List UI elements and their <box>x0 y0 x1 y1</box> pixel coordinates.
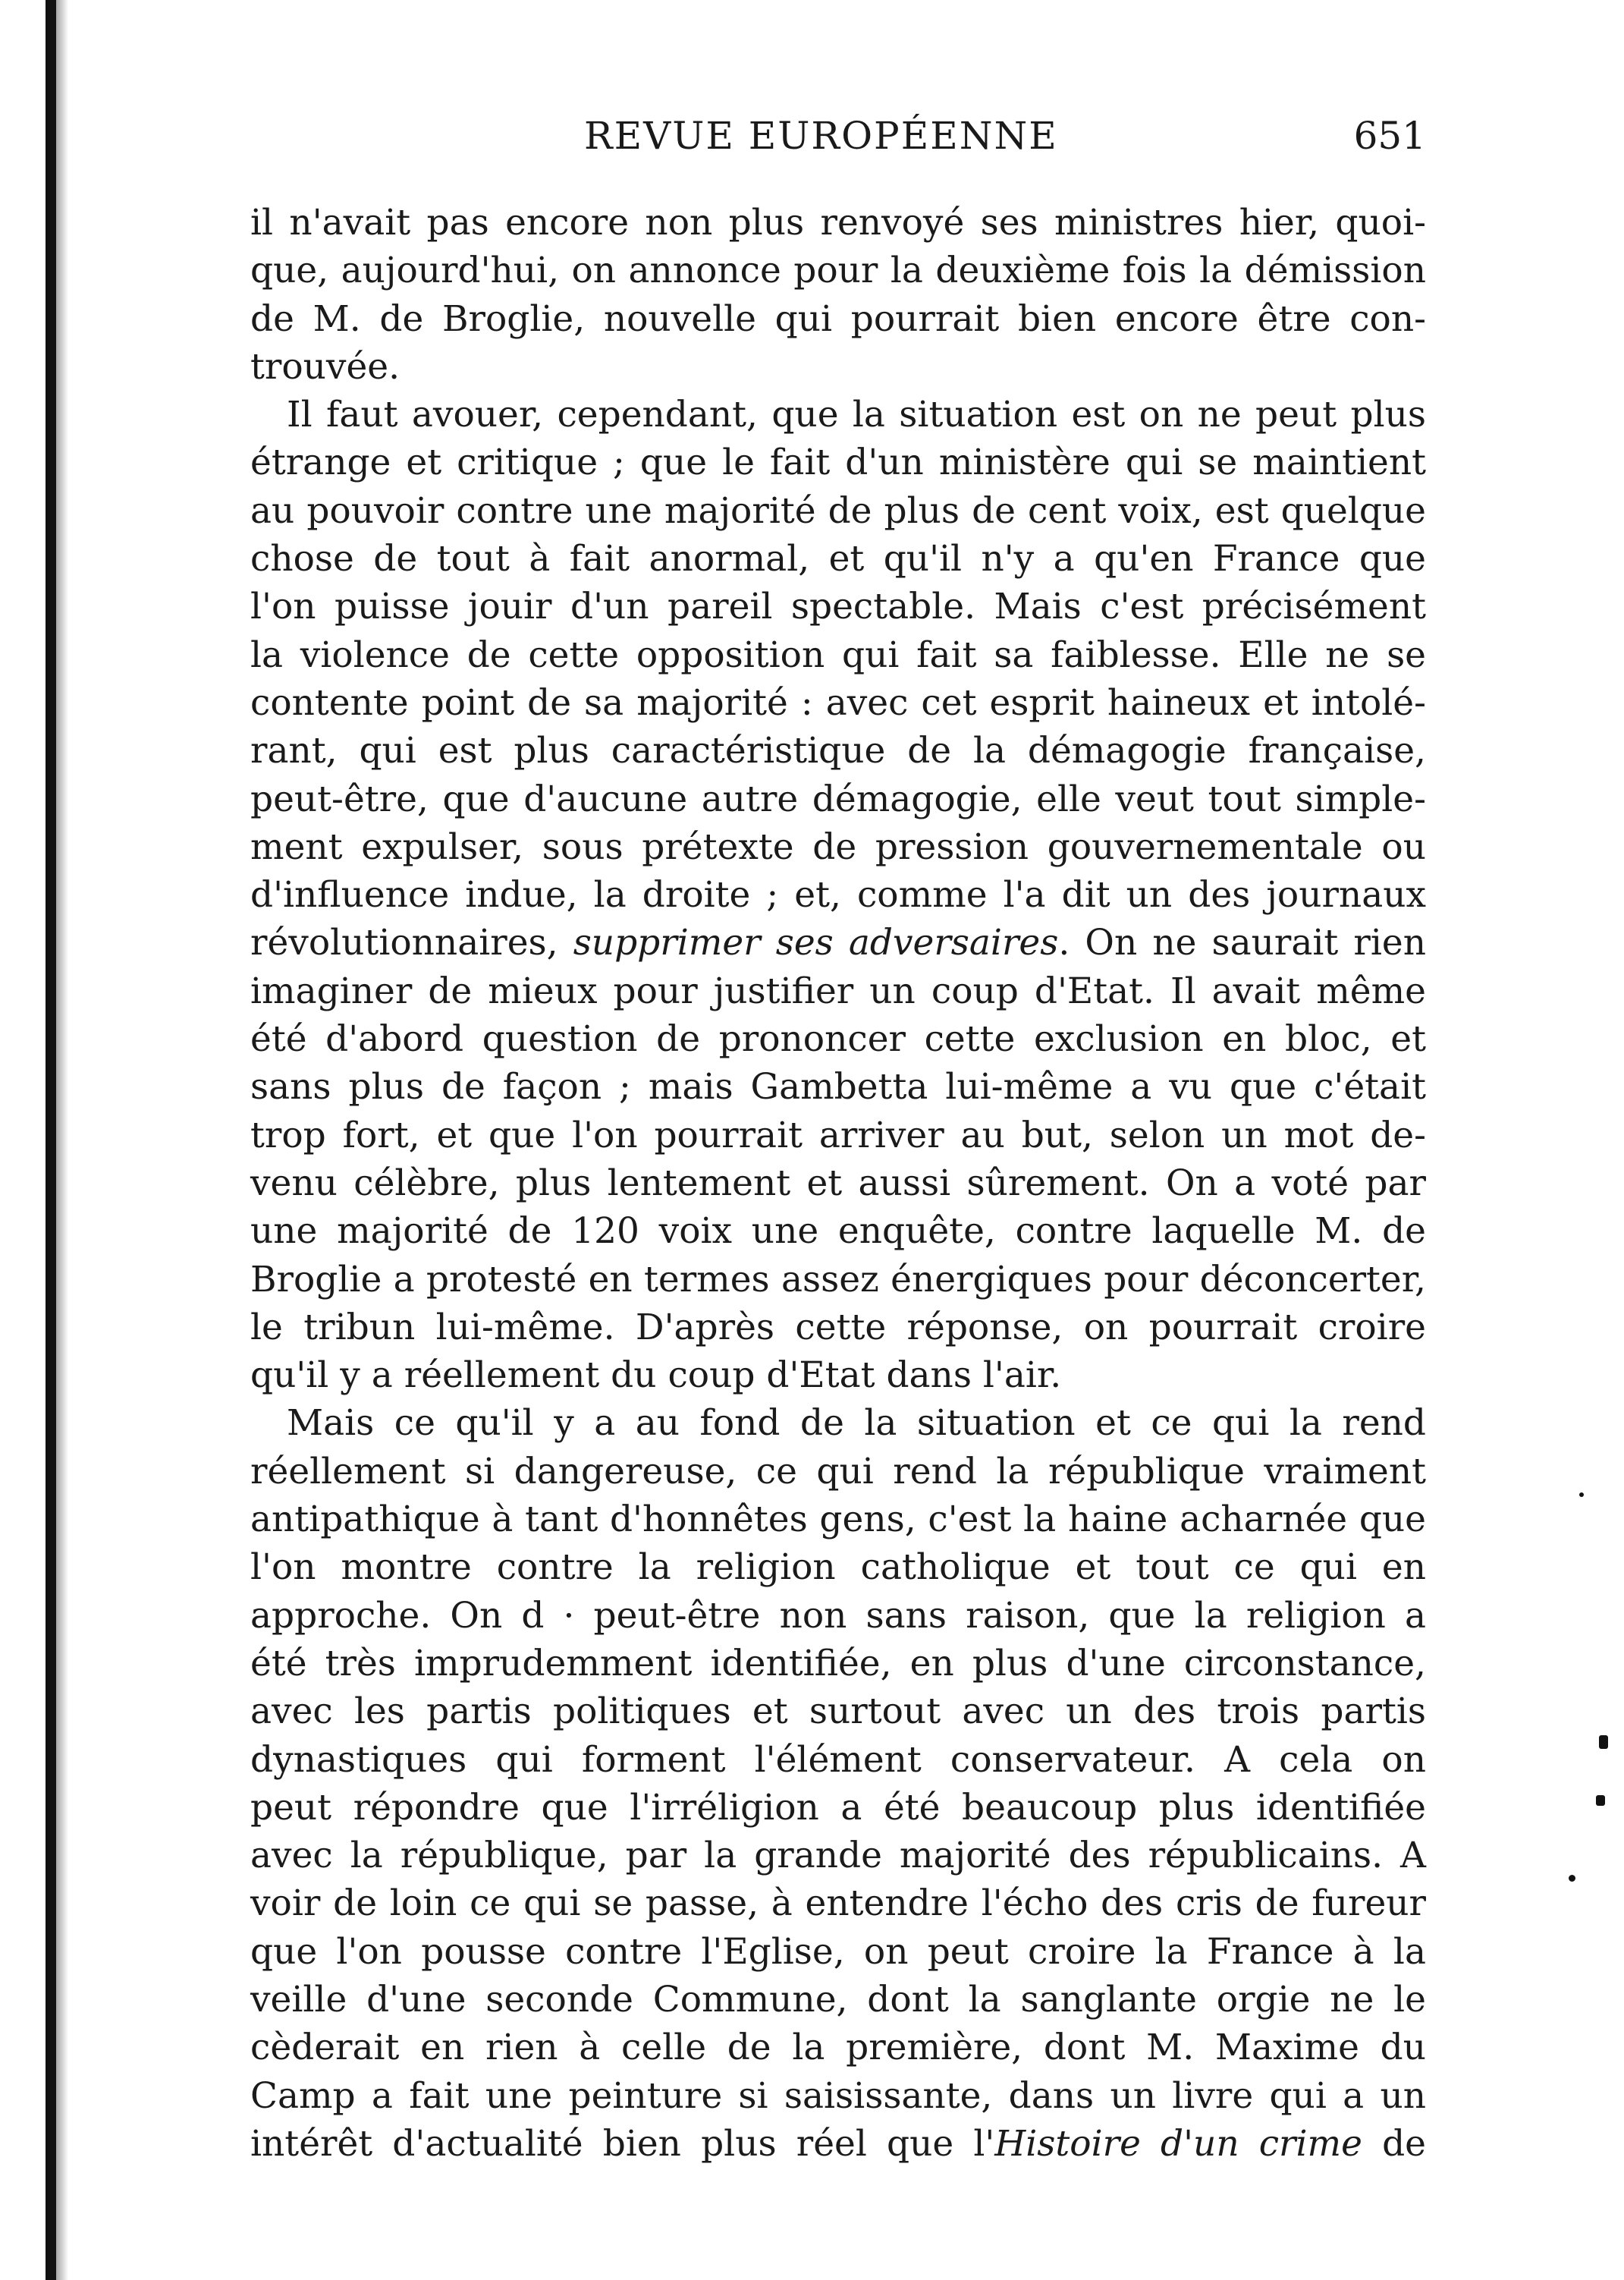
text-line: réellement si dangereuse, ce qui rend la république vraiment <box>250 1450 1426 1492</box>
text-line: au pouvoir contre une majorité de plus de cent voix, est quelque <box>250 489 1426 532</box>
text-line: veille d'une seconde Commune, dont la sanglante orgie ne le <box>250 1978 1426 2021</box>
text-line: avec la république, par la grande majorité des républicains. A <box>250 1835 1426 1877</box>
italic-phrase: Histoire d'un crime <box>994 2122 1362 2165</box>
text-line: étrange et critique ; que le fait d'un ministère qui se maintient <box>250 442 1426 484</box>
page-header <box>250 114 1426 167</box>
text-line: d'influence indue, la droite ; et, comme l'a dit un des journaux <box>250 874 1426 917</box>
text-line: que, aujourd'hui, on annonce pour la deuxième fois la démission <box>250 250 1426 292</box>
text-line: l'on puisse jouir d'un pareil spectable. Mais c'est précisément <box>250 586 1426 628</box>
text-line: Broglie a protesté en termes assez énergiques pour déconcerter, <box>250 1258 1426 1300</box>
text-line: contente point de sa majorité : avec cet esprit haineux et intolé- <box>250 681 1426 724</box>
text-line: avec les partis politiques et surtout avec un des trois partis <box>250 1690 1426 1733</box>
text-line: sans plus de façon ; mais Gambetta lui-même a vu que c'était <box>250 1066 1426 1109</box>
text-segment: de <box>1362 2122 1426 2165</box>
text-line: une majorité de 120 voix une enquête, contre laquelle M. de <box>250 1210 1426 1253</box>
text-line: antipathique à tant d'honnêtes gens, c'est la haine acharnée que <box>250 1499 1426 1541</box>
scan-speck <box>1596 1795 1605 1806</box>
page-binding-edge <box>46 0 56 2280</box>
running-title: REVUE EUROPÉENNE <box>584 114 1058 158</box>
text-line: de M. de Broglie, nouvelle qui pourrait bien encore être con- <box>250 297 1426 340</box>
paragraph-start-line: Il faut avouer, cependant, que la situation est on ne peut plus <box>287 394 1426 436</box>
text-line-with-italic <box>250 919 1426 967</box>
text-line: l'on montre contre la religion catholique et tout ce qui en <box>250 1546 1426 1589</box>
body-text <box>250 199 1426 2168</box>
text-line: peut-être, que d'aucune autre démagogie, elle veut tout simple- <box>250 778 1426 820</box>
text-line: le tribun lui-même. D'après cette réponse, on pourrait croire <box>250 1306 1426 1348</box>
text-line: approche. On d · peut-être non sans raison, que la religion a <box>250 1594 1426 1637</box>
paragraph-start-line: Mais ce qu'il y a au fond de la situation et ce qui la rend <box>287 1402 1426 1445</box>
text-line: voir de loin ce qui se passe, à entendre l'écho des cris de fureur <box>250 1882 1426 1925</box>
page-number: 651 <box>1353 114 1426 158</box>
text-line: la violence de cette opposition qui fait sa faiblesse. Elle ne se <box>250 634 1426 676</box>
text-line-with-italic <box>250 2120 1426 2168</box>
text-segment: . On ne saurait rien <box>1058 922 1426 964</box>
text-segment: révolutionnaires, <box>250 922 573 964</box>
text-line: chose de tout à fait anormal, et qu'il n'y a qu'en France que <box>250 538 1426 580</box>
scan-speck <box>1579 1492 1584 1497</box>
scan-speck <box>1599 1735 1608 1749</box>
italic-phrase: supprimer ses adversaires <box>573 922 1059 964</box>
text-line: été d'abord question de prononcer cette exclusion en bloc, et <box>250 1018 1426 1061</box>
text-line: que l'on pousse contre l'Eglise, on peut croire la France à la <box>250 1930 1426 1973</box>
text-line: imaginer de mieux pour justifier un coup d'Etat. Il avait même <box>250 970 1426 1012</box>
text-line: dynastiques qui forment l'élément conservateur. A cela on <box>250 1738 1426 1781</box>
text-line: ment expulser, sous prétexte de pression gouvernementale ou <box>250 826 1426 868</box>
text-line: trop fort, et que l'on pourrait arriver au but, selon un mot de- <box>250 1114 1426 1156</box>
scan-speck <box>1569 1875 1575 1882</box>
text-segment: intérêt d'actualité bien plus réel que l' <box>250 2122 995 2165</box>
text-line: trouvée. <box>250 345 401 388</box>
page-binding-shadow <box>56 0 68 2280</box>
text-line: cèderait en rien à celle de la première, dont M. Maxime du <box>250 2027 1426 2069</box>
text-line: été très imprudemment identifiée, en plus d'une circonstance, <box>250 1642 1426 1684</box>
text-line: venu célèbre, plus lentement et aussi sûrement. On a voté par <box>250 1162 1426 1204</box>
text-line: peut répondre que l'irréligion a été beaucoup plus identifiée <box>250 1786 1426 1829</box>
text-line: Camp a fait une peinture si saisissante, dans un livre qui a un <box>250 2074 1426 2117</box>
text-line: rant, qui est plus caractéristique de la démagogie française, <box>250 730 1426 772</box>
text-line: il n'avait pas encore non plus renvoyé ses ministres hier, quoi- <box>250 202 1426 244</box>
text-line: qu'il y a réellement du coup d'Etat dans l'air. <box>250 1354 1062 1397</box>
